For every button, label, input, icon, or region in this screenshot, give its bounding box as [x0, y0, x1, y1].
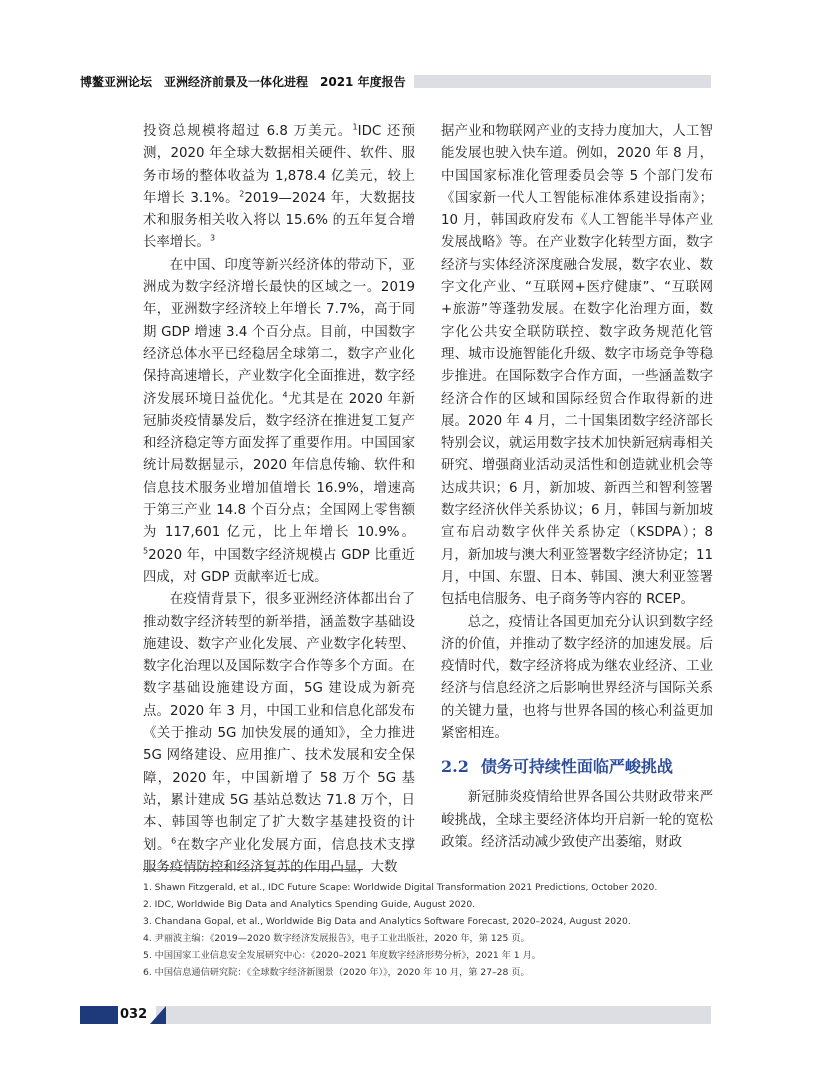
- footnote-marker: 4: [282, 390, 288, 400]
- right-column: [441, 121, 713, 854]
- header-rule: [414, 75, 711, 88]
- text-run: 尤其是在 2020 年新冠肺炎疫情暴发后，数字经济在推进复工复产和经济稳定等方面发挥了重要作用。中国国家统计局数据显示，2020 年信息传输、软件和信息技术服务业增加值增长 16.9%，增速高于第三产业 14.8 个百分点；全国网上零售额为 117,601 亿元，比上年增长 10.9%。: [143, 391, 416, 541]
- footer-gray-band: [80, 1006, 711, 1024]
- body-paragraph: [441, 612, 713, 746]
- running-header: [80, 74, 711, 89]
- body-paragraph: [441, 121, 713, 612]
- body-paragraph: [441, 787, 713, 854]
- text-run: 在中国、印度等新兴经济体的带动下，亚洲成为数字经济增长最快的区域之一。2019 年，亚洲数字经济较上年增长 7.7%，高于同期 GDP 增速 3.4 个百分点。目前，中国数字经济总体水平已经稳居全球第二，数字产业化保持高速增长，产业数字化全面推进，数字经济发展环境日益优化。: [143, 257, 415, 407]
- footnote-marker: 3: [209, 234, 216, 244]
- section-heading: [441, 753, 713, 781]
- section-number: 2.2: [441, 757, 469, 777]
- footnote-item: 5. 中国国家工业信息安全发展研究中心：《2020–2021 年度数字经济形势分析》，2021 年 1 月。: [143, 950, 541, 961]
- text-run: 总之，疫情让各国更加充分认识到数字经济的价值，并推动了数字经济的加速发展。后疫情时代，数字经济将成为继农业经济、工业经济与信息经济之后影响世界经济与国际关系的关键力量，也将与世界各国的核心利益更加紧密相连。: [441, 614, 713, 742]
- footer-wedge-icon: [150, 1006, 166, 1024]
- header-title: 博鳌亚洲论坛 亚洲经济前景及一体化进程 2021 年度报告: [80, 73, 414, 90]
- text-run: 在疫情背景下，很多亚洲经济体都出台了推动数字经济转型的新举措，涵盖数字基础设施建设、数字产业化发展、产业数字化转型、数字化治理以及国际数字合作等多个方面。在数字基础设施建设方面，5G 建设成为新亮点。2020 年 3 月，中国工业和信息化部发布《关于推动 5G 加快发展的通知》，全力推进 5G 网络建设、应用推广、技术发展和安全保障，2020 年，中国新增了 58 万个 5G 基站，累计建成 5G 基站总数达 71.8 万个，日本、韩国等也制定了扩大数字基建投资的计划。: [143, 592, 415, 853]
- footnote-marker: 6: [171, 836, 177, 846]
- footnote-marker: 5: [143, 546, 149, 556]
- footnote-item: 4. 尹丽波主编：《2019—2020 数字经济发展报告》，电子工业出版社，2020 年，第 125 页。: [143, 933, 530, 944]
- footnote-item: 3. Chandana Gopal, et al., Worldwide Big Data and Analytics Software Forecast, 2020–2024, August 2020.: [143, 916, 631, 927]
- text-run: 在数字产业化发展方面，信息技术支撑服务疫情防控和经济复苏的作用凸显，大数: [143, 837, 416, 875]
- text-run: 据产业和物联网产业的支持力度加大，人工智能发展也驶入快车道。例如，2020 年 8 月，中国国家标准化管理委员会等 5 个部门发布《国家新一代人工智能标准体系建设指南》；10 月，韩国政府发布《人工智能半导体产业发展战略》等。在产业数字化转型方面，数字经济与实体经济深度融合发展，数字农业、数字文化产业、“互联网+医疗健康”、“互联网+旅游”等蓬勃发展。在数字化治理方面，数字化公共安全联防联控、数字政务规范化管理、城市设施智能化升级、数字市场竞争等稳步推进。在国际数字合作方面，一些涵盖数字经济合作的区域和国际经贸合作取得新的进展。2020 年 4 月，二十国集团数字经济部长特别会议，就运用数字技术加快新冠病毒相关研究、增强商业活动灵活性和创造就业机会等达成共识；6 月，新加坡、新西兰和智利签署数字经济伙伴关系协议；6 月，韩国与新加坡宣布启动数字伙伴关系协定（KSDPA）；8 月，新加坡与澳大利亚签署数字经济协定；11 月，中国、东盟、日本、韩国、澳大利亚签署包括电信服务、电子商务等内容的 RCEP。: [441, 124, 713, 608]
- text-run: 投资总规模将超过 6.8 万美元。: [143, 124, 353, 139]
- footnote-marker: 2: [239, 189, 245, 199]
- footer-navy-block: [80, 1006, 118, 1024]
- footnote-marker: 1: [352, 122, 358, 132]
- body-paragraph: [143, 589, 415, 879]
- footnote-item: 2. IDC, Worldwide Big Data and Analytics Spending Guide, August 2020.: [143, 899, 476, 910]
- section-title: 债务可持续性面临严峻挑战: [480, 757, 673, 777]
- page-footer-bar: [80, 1006, 711, 1024]
- footnote-item: 1. Shawn Fitzgerald, et al., IDC Future Scape: Worldwide Digital Transformation 2021 Predictions, October 2020.: [143, 882, 658, 893]
- footnote-divider: [143, 869, 363, 870]
- footnote-item: 6. 中国信息通信研究院：《全球数字经济新图景（2020 年）》，2020 年 10 月，第 27–28 页。: [143, 967, 530, 978]
- text-run: IDC 还预测，2020 年全球大数据相关硬件、软件、服务市场的整体收益为 1,878.4 亿美元，较上年增长 3.1%。: [143, 124, 415, 206]
- text-run: 2019—2024 年，大数据技术和服务相关收入将以 15.6% 的五年复合增长率增长。: [143, 190, 415, 251]
- body-paragraph: [143, 255, 415, 589]
- text-run: 2020 年，中国数字经济规模占 GDP 比重近四成，对 GDP 贡献率近七成。: [143, 547, 415, 585]
- text-run: 新冠肺炎疫情给世界各国公共财政带来严峻挑战，全球主要经济体均开启新一轮的宽松政策。经济活动减少致使产出萎缩，财政: [441, 790, 713, 850]
- left-column: [143, 121, 415, 879]
- page-number: 032: [120, 1007, 148, 1022]
- footnotes: [143, 879, 711, 981]
- body-paragraph: [143, 121, 415, 255]
